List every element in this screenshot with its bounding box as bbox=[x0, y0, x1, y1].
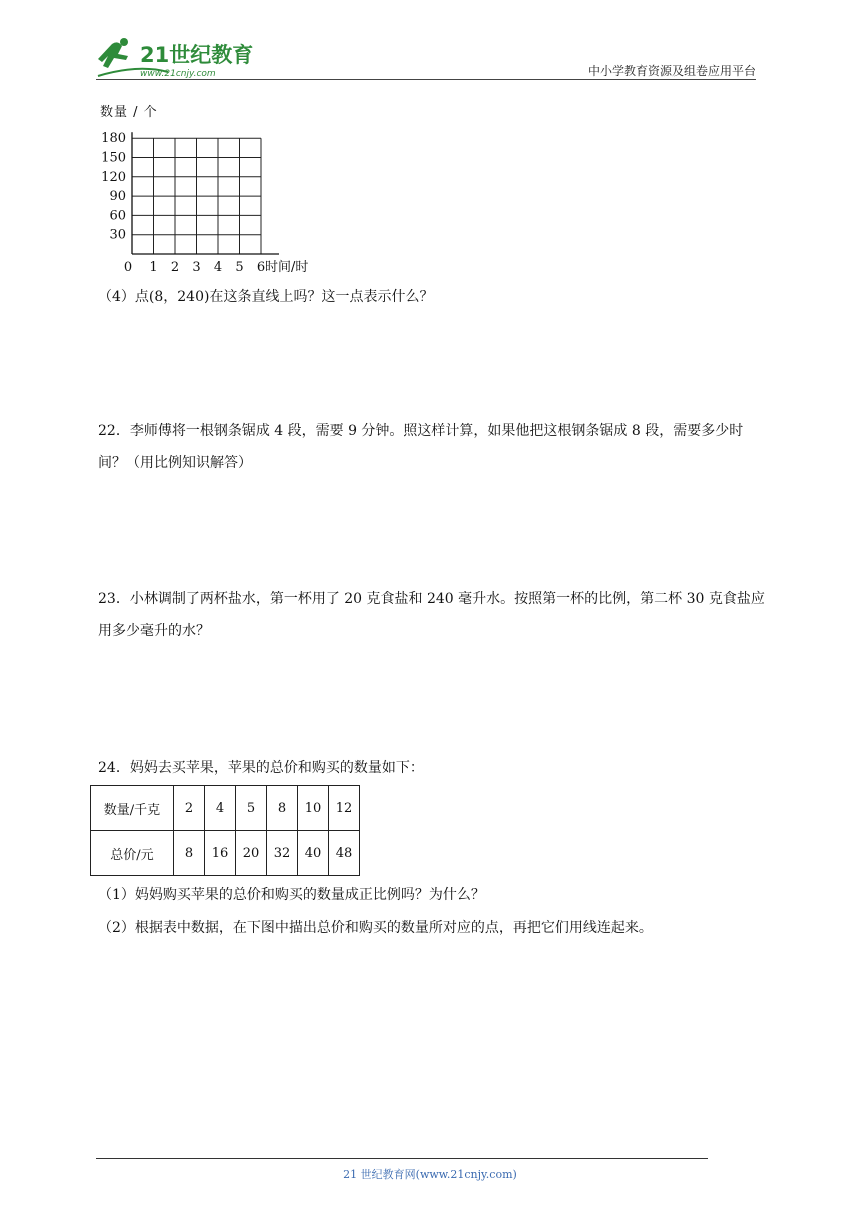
blank-grid-chart bbox=[96, 100, 336, 280]
table-cell: 数量/千克 bbox=[91, 786, 174, 831]
x-tick-label: 0 bbox=[123, 260, 133, 275]
chart-xlabel: 时间/时 bbox=[265, 260, 309, 275]
question-24: 24．妈妈去买苹果，苹果的总价和购买的数量如下： bbox=[98, 760, 424, 776]
x-tick-label: 2 bbox=[170, 260, 180, 275]
table-cell: 8 bbox=[267, 786, 298, 831]
table-row bbox=[91, 831, 360, 876]
table-cell: 8 bbox=[174, 831, 205, 876]
table-cell: 总价/元 bbox=[91, 831, 174, 876]
y-tick-label: 150 bbox=[101, 150, 126, 166]
table-cell: 10 bbox=[298, 786, 329, 831]
y-tick-label: 120 bbox=[101, 169, 126, 185]
table-cell: 2 bbox=[174, 786, 205, 831]
y-tick-label: 90 bbox=[109, 189, 126, 205]
question-21-part-4: （4）点(8，240)在这条直线上吗？这一点表示什么？ bbox=[98, 289, 434, 305]
question-24-part-2: （2）根据表中数据，在下图中描出总价和购买的数量所对应的点，再把它们用线连起来。 bbox=[98, 920, 653, 936]
question-24-part-1: （1）妈妈购买苹果的总价和购买的数量成正比例吗？为什么？ bbox=[98, 887, 485, 903]
table-cell: 32 bbox=[267, 831, 298, 876]
x-tick-label: 3 bbox=[192, 260, 201, 275]
footer-divider bbox=[96, 1158, 708, 1159]
table-cell: 48 bbox=[329, 831, 360, 876]
chart-ylabel: 数量 / 个 bbox=[100, 105, 158, 120]
x-tick-label: 1 bbox=[149, 260, 158, 275]
table-cell: 16 bbox=[205, 831, 236, 876]
table-cell: 12 bbox=[329, 786, 360, 831]
site-logo bbox=[92, 36, 272, 80]
y-tick-label: 60 bbox=[109, 208, 126, 224]
x-tick-label: 6 bbox=[256, 260, 266, 275]
table-row bbox=[91, 786, 360, 831]
table-cell: 40 bbox=[298, 831, 329, 876]
footer-text: 21 世纪教育网(www.21cnjy.com) bbox=[343, 1168, 517, 1181]
y-tick-label: 30 bbox=[109, 227, 126, 243]
x-tick-label: 5 bbox=[235, 260, 244, 275]
question-22: 22．李师傅将一根钢条锯成 4 段，需要 9 分钟。照这样计算，如果他把这根钢条锯成 8 段，需要多少时间？（用比例知识解答） bbox=[98, 423, 744, 471]
header-divider bbox=[96, 79, 756, 80]
x-tick-label: 4 bbox=[213, 260, 223, 275]
table-cell: 20 bbox=[236, 831, 267, 876]
runner-icon bbox=[98, 42, 128, 68]
question-23: 23．小林调制了两杯盐水，第一杯用了 20 克食盐和 240 毫升水。按照第一杯的比例，第二杯 30 克食盐应用多少毫升的水？ bbox=[98, 591, 765, 639]
y-tick-label: 180 bbox=[101, 131, 126, 147]
header-platform-text: 中小学教育资源及组卷应用平台 bbox=[587, 64, 756, 78]
price-table bbox=[90, 785, 360, 876]
table-cell: 4 bbox=[205, 786, 236, 831]
table-cell: 5 bbox=[236, 786, 267, 831]
logo-url: www.21cnjy.com bbox=[140, 69, 216, 79]
logo-text: 21世纪教育 bbox=[140, 43, 254, 67]
